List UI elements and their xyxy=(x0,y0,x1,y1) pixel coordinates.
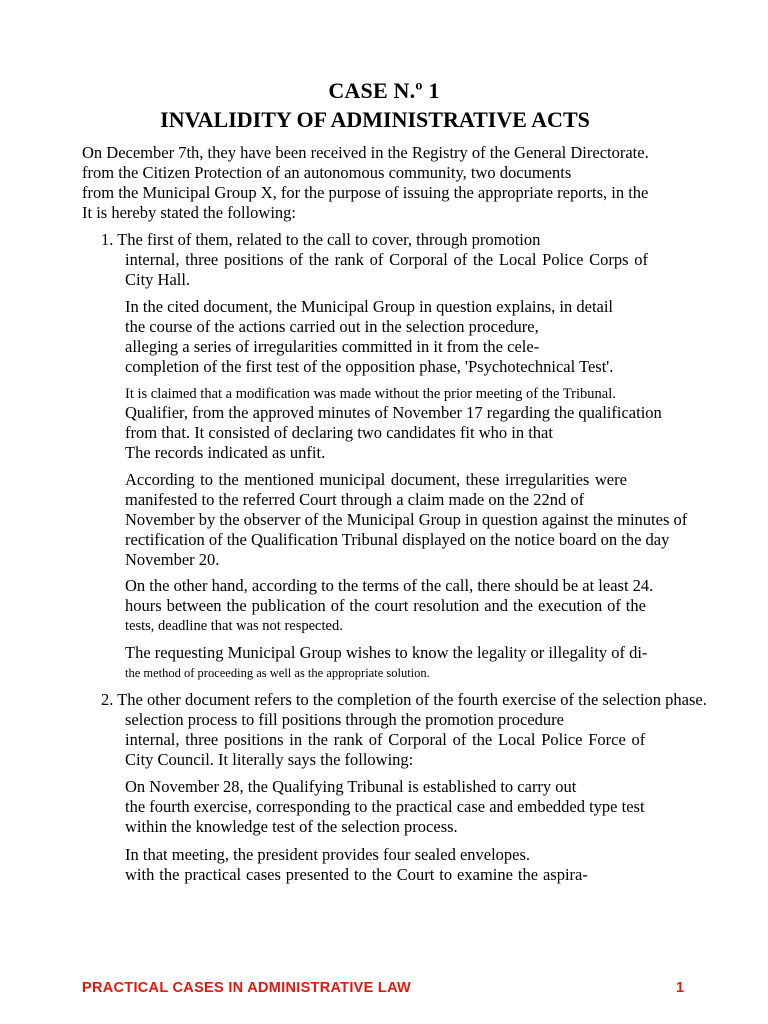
case-number-title: CASE N.º 1 xyxy=(328,78,440,103)
item2-para2-line: with the practical cases presented to the Court to examine the aspira- xyxy=(125,865,588,884)
item1-para4-line: On the other hand, according to the terms of the call, there should be at least 24. xyxy=(125,576,654,595)
item1-para3-line: rectification of the Qualification Tribunal displayed on the notice board on the day xyxy=(125,530,670,549)
item1-line: internal, three positions of the rank of Corporal of the Local Police Corps of xyxy=(125,250,649,269)
intro-line: On December 7th, they have been received in the Registry of the General Directorate. xyxy=(82,143,649,162)
item2-line: selection process to fill positions through the promotion procedure xyxy=(125,710,564,729)
item1-para1-line: completion of the first test of the opposition phase, 'Psychotechnical Test'. xyxy=(125,357,614,376)
item1-para2-line: Qualifier, from the approved minutes of November 17 regarding the qualification xyxy=(125,403,662,422)
item1-para1-line: In the cited document, the Municipal Group in question explains, in detail xyxy=(125,297,614,316)
item2-para2-line: In that meeting, the president provides four sealed envelopes. xyxy=(125,845,531,864)
item1-para2-line: It is claimed that a modification was made without the prior meeting of the Tribunal. xyxy=(125,386,616,402)
item2-para1-line: the fourth exercise, corresponding to the practical case and embedded type test xyxy=(125,797,645,816)
intro-line: It is hereby stated the following: xyxy=(82,203,296,222)
intro-line: from the Citizen Protection of an autonomous community, two documents xyxy=(82,163,572,182)
item1-para3-line: November by the observer of the Municipal Group in question against the minutes of xyxy=(125,510,688,529)
item2-line: City Council. It literally says the following: xyxy=(125,750,414,769)
intro-line: from the Municipal Group X, for the purpose of issuing the appropriate reports, in the xyxy=(82,183,649,202)
item1-para3-line: manifested to the referred Court through a claim made on the 22nd of xyxy=(125,490,585,509)
item1-para3-line: November 20. xyxy=(125,550,220,569)
item2-para1-line: within the knowledge test of the selection process. xyxy=(125,817,458,836)
item1-para4-line: tests, deadline that was not respected. xyxy=(125,618,343,634)
item1-para5-line: the method of proceeding as well as the appropriate solution. xyxy=(125,666,430,680)
item1-para5-line: The requesting Municipal Group wishes to know the legality or illegality of di- xyxy=(125,643,648,662)
item1-para1-line: alleging a series of irregularities committed in it from the cele- xyxy=(125,337,540,356)
item2-line: 2. The other document refers to the completion of the fourth exercise of the selection phase. xyxy=(101,690,707,709)
item2-line: internal, three positions in the rank of Corporal of the Local Police Force of xyxy=(125,730,646,749)
item1-line: City Hall. xyxy=(125,270,191,289)
footer-title: PRACTICAL CASES IN ADMINISTRATIVE LAW xyxy=(82,980,412,996)
item1-para3-line: According to the mentioned municipal document, these irregularities were xyxy=(125,470,627,489)
item1-para1-line: the course of the actions carried out in the selection procedure, xyxy=(125,317,539,336)
case-title: INVALIDITY OF ADMINISTRATIVE ACTS xyxy=(160,107,590,132)
item1-para2-line: The records indicated as unfit. xyxy=(125,443,326,462)
item1-line: 1. The first of them, related to the call to cover, through promotion xyxy=(101,230,541,249)
item2-para1-line: On November 28, the Qualifying Tribunal is established to carry out xyxy=(125,777,577,796)
item1-para4-line: hours between the publication of the court resolution and the execution of the xyxy=(125,596,646,615)
item1-para2-line: from that. It consisted of declaring two candidates fit who in that xyxy=(125,423,553,442)
page-number: 1 xyxy=(676,980,685,996)
